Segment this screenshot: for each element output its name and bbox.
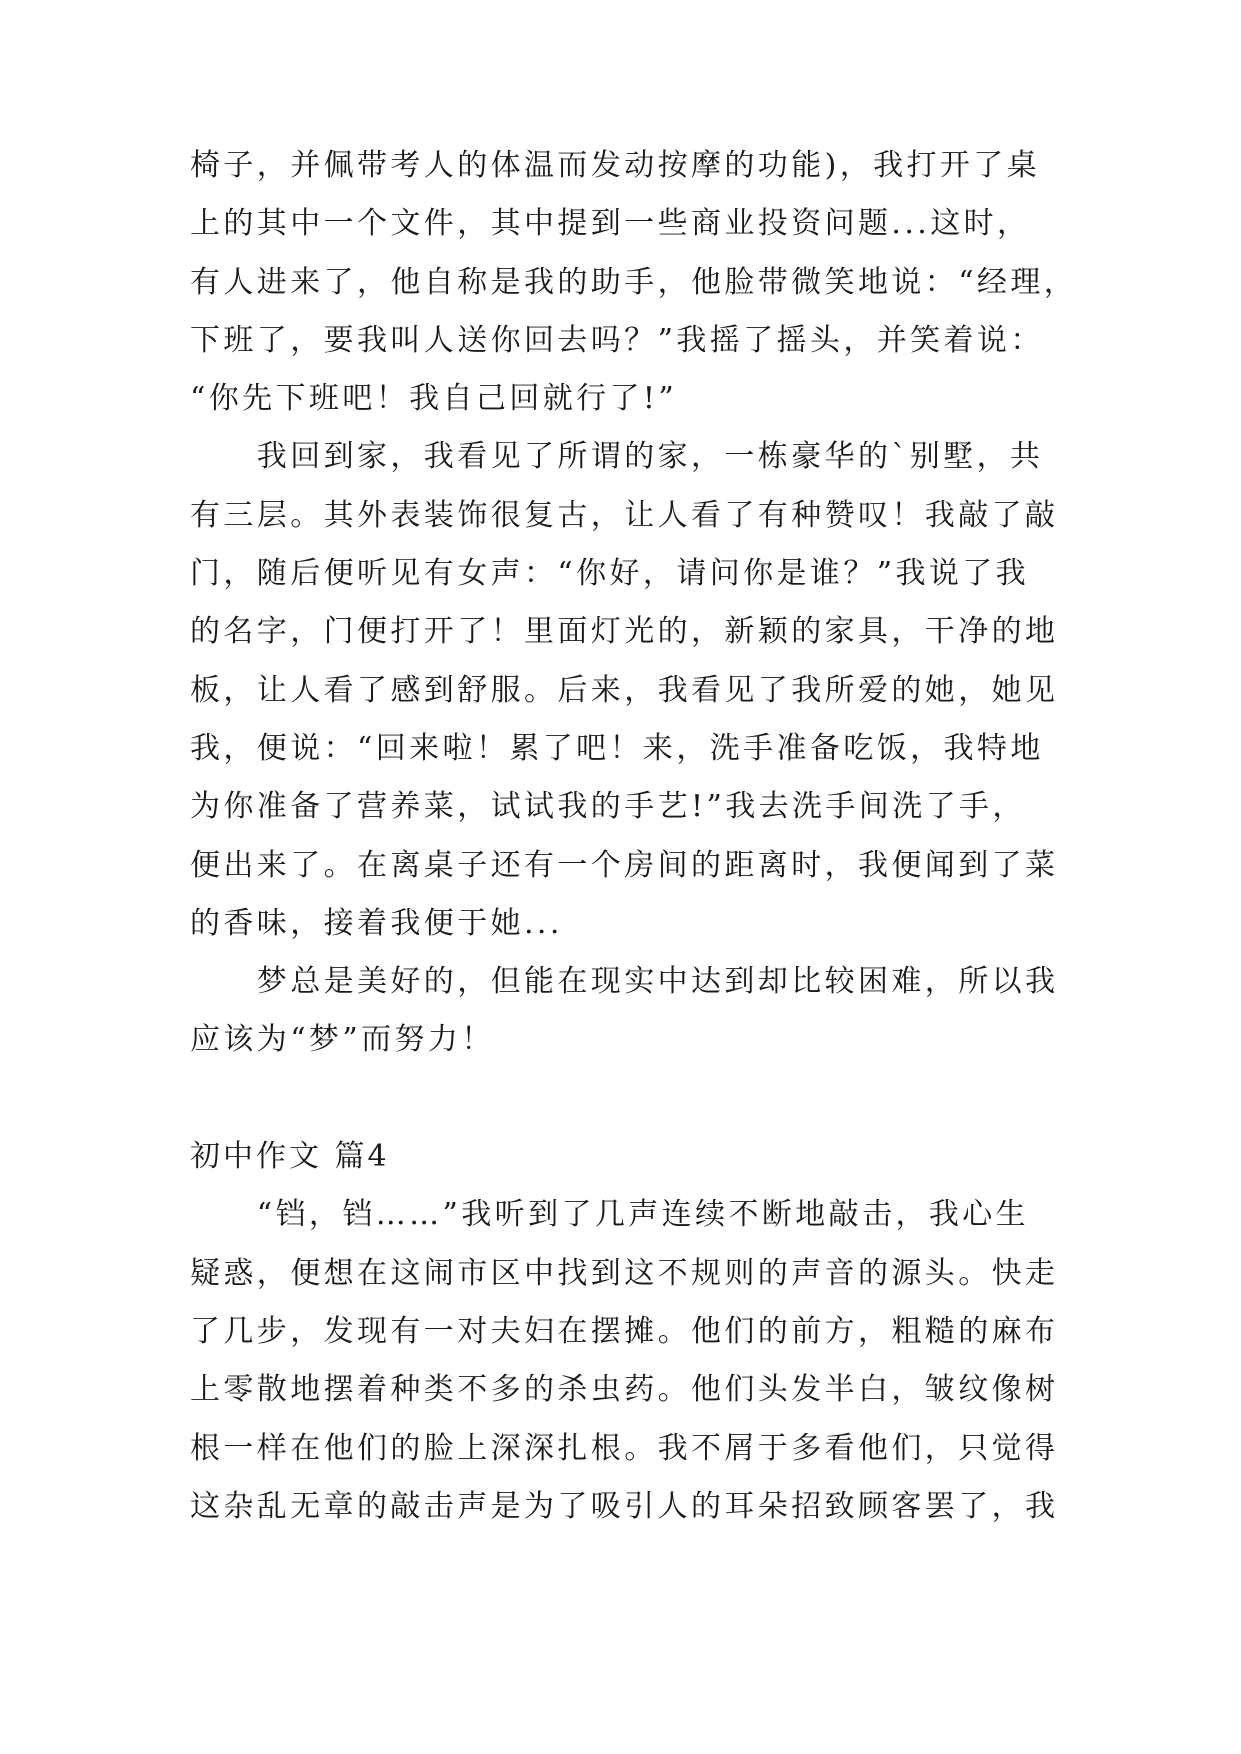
paragraph-3: [190, 953, 1062, 1070]
text-line: 上零散地摆着种类不多的杀虫药。他们头发半白，皱纹像树: [190, 1372, 1059, 1408]
text-line: 疑惑，便想在这闹市区中找到这不规则的声音的源头。快走: [190, 1255, 1059, 1291]
text-line: 我，便说：“回来啦！累了吧！来，洗手准备吃饭，我特地: [190, 730, 1044, 766]
text-line: 的名字，门便打开了！里面灯光的，新颖的家具，干净的地: [190, 614, 1059, 650]
paragraph-4: [190, 1186, 1062, 1536]
text-line: 的香味，接着我便于她...: [190, 905, 563, 941]
text-line: 上的其中一个文件，其中提到一些商业投资问题...这时，: [190, 206, 1031, 242]
text-line: 根一样在他们的脸上深深扎根。我不屑于多看他们，只觉得: [190, 1430, 1059, 1466]
text-line: 我回到家，我看见了所谓的家，一栋豪华的`别墅，共: [190, 439, 1044, 475]
paragraph-2: [190, 428, 1062, 953]
section-heading: 初中作文 篇4: [190, 1139, 390, 1175]
paragraph-1: [190, 137, 1078, 428]
text-line: 这杂乱无章的敲击声是为了吸引人的耳朵招致顾客罢了，我: [190, 1488, 1059, 1524]
text-line: “你先下班吧！我自己回就行了!”: [190, 381, 678, 417]
text-line: 椅子，并佩带考人的体温而发动按摩的功能)，我打开了桌: [190, 148, 1041, 183]
text-line: 应该为“梦”而努力！: [190, 1022, 495, 1058]
text-line: 有人进来了，他自称是我的助手，他脸带微笑地说：“经理，: [190, 264, 1078, 300]
text-line: 便出来了。在离桌子还有一个房间的距离时，我便闻到了菜: [190, 847, 1059, 883]
text-line: 为你准备了营养菜，试试我的手艺!”我去洗手间洗了手，: [190, 789, 1026, 825]
text-line: 门，随后便听见有女声：“你好，请问你是谁？”我说了我: [190, 556, 1030, 592]
text-line: “铛，铛……”我听到了几声连续不断地敲击，我心生: [190, 1197, 1030, 1233]
text-line: 板，让人看了感到舒服。后来，我看见了我所爱的她，她见: [190, 672, 1059, 708]
text-line: 下班了，要我叫人送你回去吗？”我摇了摇头，并笑着说：: [190, 322, 1044, 358]
section-spacer: [190, 1070, 1062, 1128]
text-line: 有三层。其外表装饰很复古，让人看了有种赞叹！我敲了敲: [190, 497, 1059, 533]
document-body: [190, 137, 1078, 1536]
text-line: 了几步，发现有一对夫妇在摆摊。他们的前方，粗糙的麻布: [190, 1313, 1059, 1349]
text-line: 梦总是美好的，但能在现实中达到却比较困难，所以我: [190, 964, 1059, 1000]
